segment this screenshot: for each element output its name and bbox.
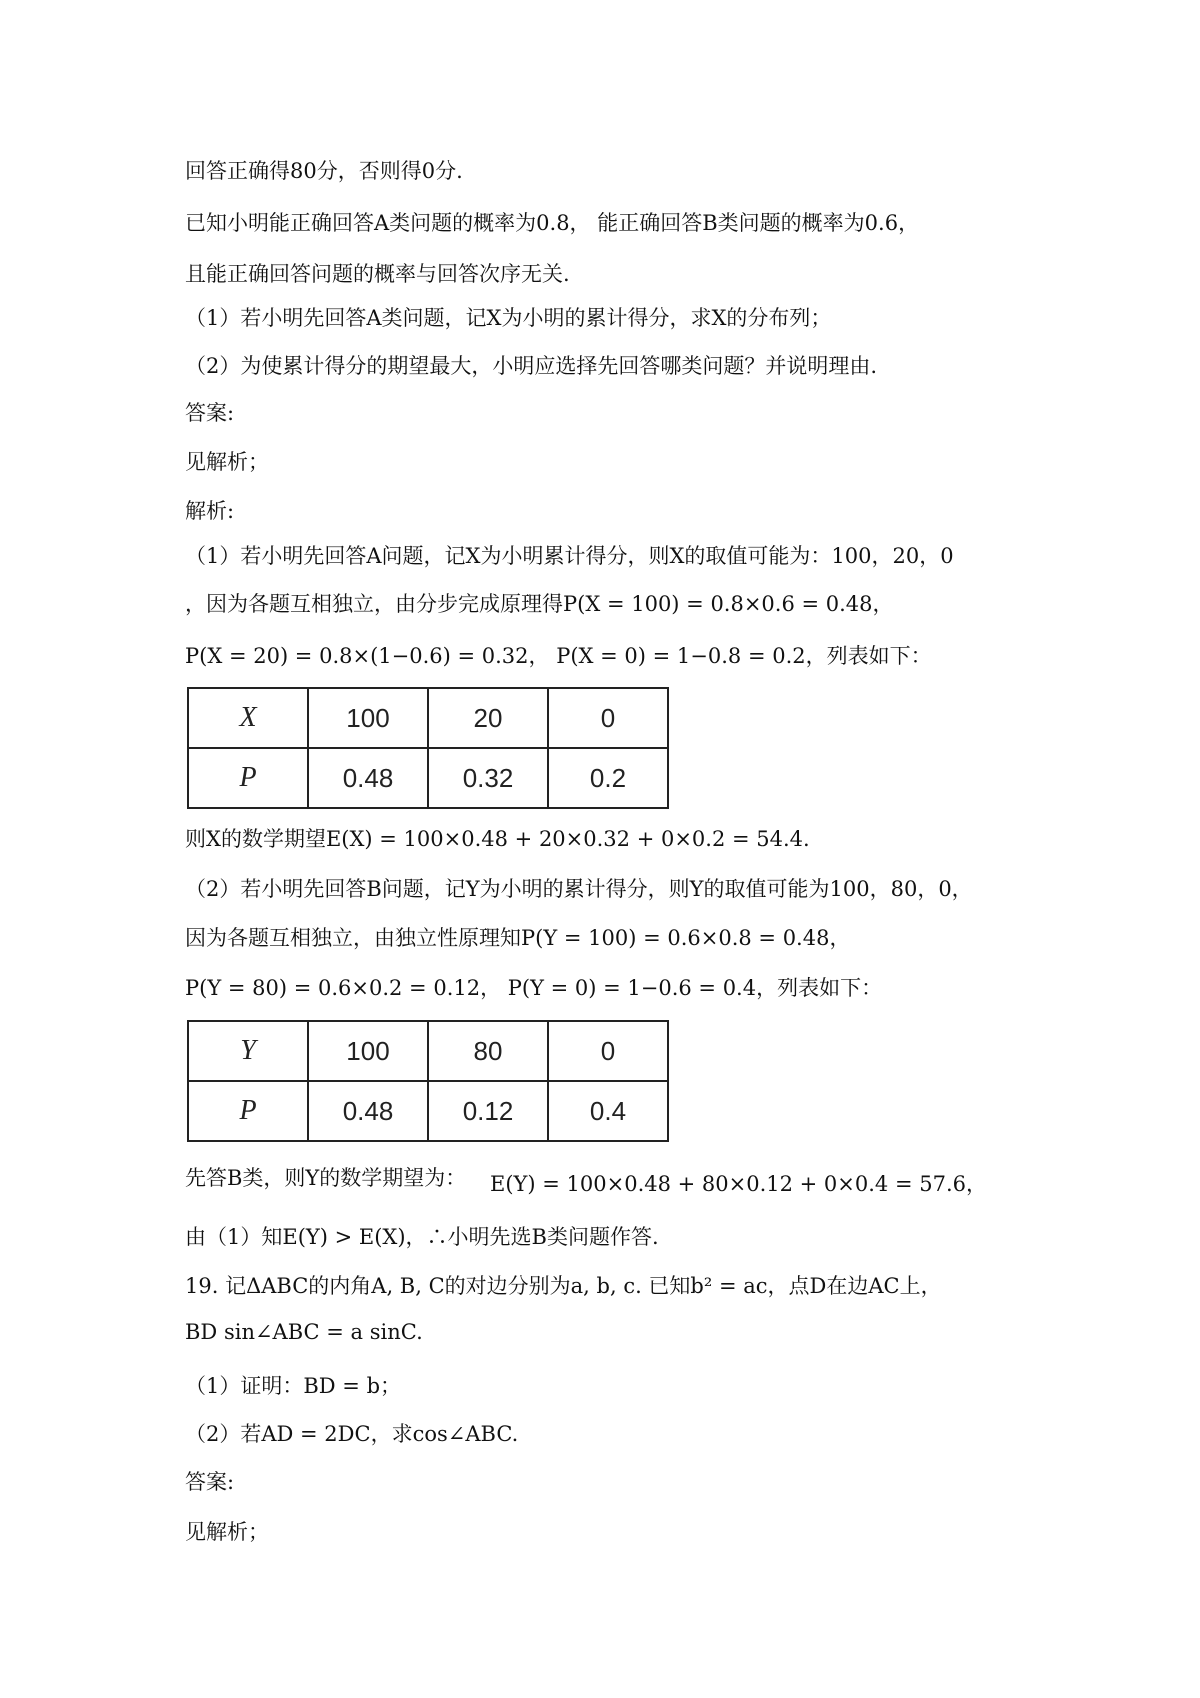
table-cell: 0.32 xyxy=(428,748,548,808)
text-line-2: 已知小明能正确回答A类问题的概率为0.8， 能正确回答B类问题的概率为0.6， xyxy=(185,211,920,235)
question-19-line-1: 19. 记ΔABC的内角A, B, C的对边分别为a, b, c. 已知b² = ac，点D在边AC上， xyxy=(185,1274,942,1298)
table-cell: 100 xyxy=(308,1021,428,1081)
analysis-line-5: （2）若小明先回答B问题，记Y为小明的累计得分，则Y的取值可能为100，80，0， xyxy=(185,877,973,901)
table-cell: 0 xyxy=(548,1021,668,1081)
table-row xyxy=(188,1021,668,1081)
analysis-line-7: P(Y = 80) = 0.6×0.2 = 0.12， P(Y = 0) = 1−0.6 = 0.4，列表如下： xyxy=(185,976,883,1000)
question-19-part-2: （2）若AD = 2DC，求cos∠ABC. xyxy=(185,1422,519,1446)
table-cell: 100 xyxy=(308,688,428,748)
table-cell: 0.48 xyxy=(308,1081,428,1141)
table-cell: 0.48 xyxy=(308,748,428,808)
answer-text-19: 见解析； xyxy=(185,1520,269,1544)
question-part-2: （2）为使累计得分的期望最大，小明应选择先回答哪类问题？并说明理由. xyxy=(185,354,878,378)
table-cell: P xyxy=(188,1081,308,1141)
distribution-table-y xyxy=(187,1020,669,1142)
analysis-line-2: ，因为各题互相独立，由分步完成原理得P(X = 100) = 0.8×0.6 = 0.48， xyxy=(185,592,894,616)
question-19-line-2: BD sin∠ABC = a sinC. xyxy=(185,1320,423,1344)
table-row xyxy=(188,688,668,748)
table-cell: Y xyxy=(188,1021,308,1081)
answer-heading: 答案: xyxy=(185,401,235,425)
analysis-line-8b: E(Y) = 100×0.48 + 80×0.12 + 0×0.4 = 57.6， xyxy=(490,1172,987,1196)
table-cell: 0.2 xyxy=(548,748,668,808)
table-cell: 0.12 xyxy=(428,1081,548,1141)
answer-heading-19: 答案: xyxy=(185,1470,235,1494)
table-cell: 80 xyxy=(428,1021,548,1081)
analysis-line-1: （1）若小明先回答A问题，记X为小明累计得分，则X的取值可能为：100，20，0 xyxy=(185,544,954,568)
table-cell: P xyxy=(188,748,308,808)
analysis-line-3: P(X = 20) = 0.8×(1−0.6) = 0.32， P(X = 0) = 1−0.8 = 0.2，列表如下： xyxy=(185,644,932,668)
table-cell: 20 xyxy=(428,688,548,748)
analysis-line-6: 因为各题互相独立，由独立性原理知P(Y = 100) = 0.6×0.8 = 0.48， xyxy=(185,926,851,950)
analysis-heading: 解析: xyxy=(185,499,235,523)
text-line-1: 回答正确得80分，否则得0分. xyxy=(185,159,463,183)
analysis-conclusion: 由（1）知E(Y) > E(X)，∴小明先选B类问题作答. xyxy=(185,1225,659,1249)
analysis-line-4: 则X的数学期望E(X) = 100×0.48 + 20×0.32 + 0×0.2 = 54.4. xyxy=(185,827,810,851)
analysis-line-8a: 先答B类，则Y的数学期望为： xyxy=(185,1166,467,1190)
table-row xyxy=(188,1081,668,1141)
table-cell: X xyxy=(188,688,308,748)
question-19-part-1: （1）证明：BD = b； xyxy=(185,1374,402,1398)
question-part-1: （1）若小明先回答A类问题，记X为小明的累计得分，求X的分布列； xyxy=(185,306,832,330)
distribution-table-x xyxy=(187,687,669,809)
table-cell: 0 xyxy=(548,688,668,748)
table-row xyxy=(188,748,668,808)
text-line-3: 且能正确回答问题的概率与回答次序无关. xyxy=(185,262,570,286)
answer-text: 见解析； xyxy=(185,450,269,474)
table-cell: 0.4 xyxy=(548,1081,668,1141)
